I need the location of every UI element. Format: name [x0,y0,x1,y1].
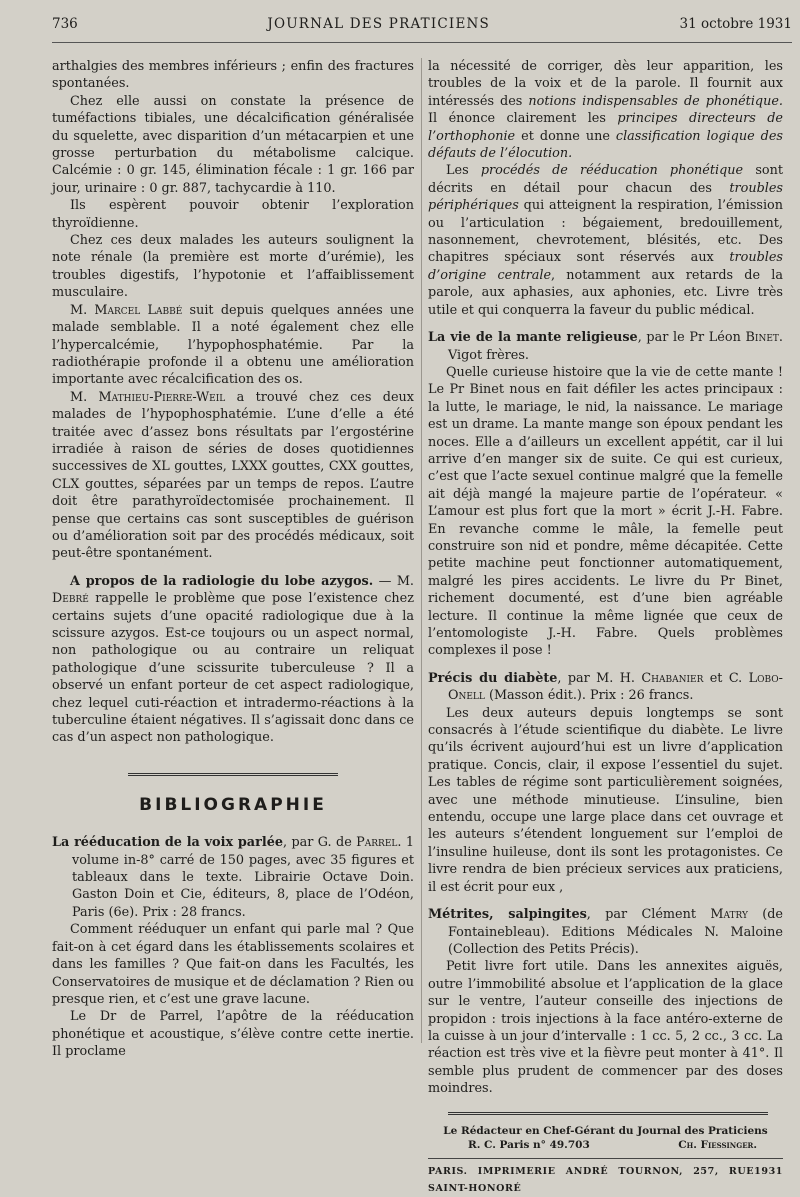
paragraph: arthalgies des membres inférieurs ; enfin des fractures spontanées. [52,59,414,92]
book-entry-header: La vie de la mante religieuse, par le Pr Léon Binet. Vigot frères. [428,330,783,363]
section-heading: A propos de la radiologie du lobe azygos. [70,573,374,589]
paragraph: la nécessité de corriger, dès leur apparition, les troubles de la voix et de la parole. Il fournit aux intéressés des notions indispensables de phonétique. Il énonce clairement les principes directeurs de l’orthophonie et donne une classification logique des défauts de l’élocution. [428,59,784,162]
book-entry-header: Métrites, salpingites, par Clément Matry (de Fontainebleau). Editions Médicales N. Maloine (Collection des Petits Précis). [428,907,783,957]
bibliography-heading: BIBLIOGRAPHIE [139,794,327,815]
author-name: Binet [745,330,779,346]
column-divider [421,58,422,1043]
editor-name: Ch. Fiessinger. [678,1138,757,1151]
paragraph: Les procédés de rééducation phonétique sont décrits en détail pour chacun des troubles périphériques qui atteignent la respiration, l’émission ou l’articulation : bégaiement, bredouillement, nasonnement, chevrotement, blésités, etc. Des chapitres spéciaux sont réservés aux troubles d’origine centrale, notamment aux retards de la parole, aux aphasies, aux aphonies, etc. Livre très utile et qui conquerra la faveur du public médical. [428,163,783,318]
author-name: M. Debré [52,573,414,607]
printer-line: PARIS. IMPRIMERIE ANDRÉ TOURNON, 257, RUE SAINT-HONORÉ 1931 [428,1158,783,1197]
paragraph-weil: M. Mathieu-Pierre-Weil a trouvé chez ces deux malades de l’hypophosphatémie. L’une d’elle a été traitée avec d’assez bons résultats par l’ergostérine irradiée à raison de séries de doses quotidiennes successives de XL gouttes, LXXX gouttes, CXX gouttes, CLX gouttes, séparées par un temps de repos. L’autre doit être parathyroïdectomisée prochainement. Il pense que certains cas sont susceptibles de guérison ou d’amélioration soit par des procédés médicaux, soit peut-être spontanément. [52,389,414,562]
book-entry-header: Précis du diabète, par M. H. Chabanier et C. Lobo-Onell (Masson édit.). Prix : 26 francs. [428,670,783,704]
book-title: Métrites, salpingites [428,907,587,923]
right-column [428,58,783,1197]
author-name: M. Mathieu-Pierre-Weil [70,389,226,405]
book-title: Précis du diabète [428,670,558,686]
author-name: Chabanier [641,670,704,686]
editor-imprint: Le Rédacteur en Chef-Gérant du Journal des Praticiens R. C. Paris n° 49.703 Ch. Fiessinger. [443,1124,768,1151]
running-header [52,16,792,43]
author-name: Lobo-Onell [448,670,783,704]
page-number: 736 [52,16,78,32]
paragraph: Quelle curieuse histoire que la vie de cette mante ! Le Pr Binet nous en fait défiler les actes principaux : la lutte, le mariage, le nid, la naissance. Le mariage est un drame. La mante mange son époux pendant les noces. Elle a d’ailleurs un excellent appétit, car il lui arrive d’en manger six de suite. Ce qui est curieux, c’est que l’acte sexuel continue malgré que la femelle ait déjà mangé la majeure partie de l’opérateur. « L’amour est plus fort que la mort » écrit J.-H. Fabre. En revanche comme le mâle, la femelle peut construire son nid et pondre, même décapitée. Cette petite machine peut fonctionner automatiquement, malgré les pires accidents. Le livre du Pr Binet, richement documenté, est d’une bien agréable lecture. Il continue la même lignée que ceux de l’entomologiste J.-H. Fabre. Quels problèmes complexes il pose ! [428,364,783,659]
double-rule [128,773,338,779]
author-name: M. Marcel Labbé [70,302,183,318]
paragraph-azygos: A propos de la radiologie du lobe azygos. — M. Debré rappelle le problème que pose l’existence chez certains sujets d’une opacité radiologique due à la scissure azygos. Est-ce toujours ou un aspect normal, non pathologique ou au contraire un reliquat pathologique d’une scissurite tuberculeuse ? Il a observé un enfant porteur de cet aspect radiologique, chez lequel cuti-réaction et intradermo-réactions à la tuberculine étaient négatives. Il s’agissait donc dans ce cas d’un aspect non pathologique. [52,573,414,746]
book-title: La vie de la mante religieuse [428,330,638,346]
issue-date: 31 octobre 1931 [679,16,792,32]
paragraph: Chez ces deux malades les auteurs soulignent la note rénale (la première est morte d’urémie), les troubles digestifs, l’hypotonie et l’affaiblissement musculaire. [52,233,414,301]
paragraph: Comment rééduquer un enfant qui parle mal ? Que fait-on à cet égard dans les établissements scolaires et dans les familles ? Que fait-on dans les Facultés, les Conservatoires de musique et de déclamation ? Rien ou presque rien, et c’est une grave lacune. [52,922,414,1007]
paragraph: Petit livre fort utile. Dans les annexites aiguës, outre l’immobilité absolue et l’application de la glace sur le ventre, l’auteur conseille des injections de propidon : trois injections à la face antéro-externe de la cuisse à un jour d’intervalle : 1 cc. 5, 2 cc., 3 cc. La réaction est très vive et la fièvre peut monter à 41°. Il semble plus prudent de commencer par des doses moindres. [428,959,783,1097]
paragraph-labbe: M. Marcel Labbé suit depuis quelques années une malade semblable. Il a noté également chez elle l’hypercalcémie, l’hypophosphatémie. Par la radiothérapie profonde il a obtenu une amélioration importante avec récalcification des os. [52,302,414,388]
author-name: Parrel [356,835,398,851]
paragraph: Ils espèrent pouvoir obtenir l’exploration thyroïdienne. [52,198,414,231]
paragraph: Chez elle aussi on constate la présence de tuméfactions tibiales, une décalcification généralisée du squelette, avec disparition d’un métacarpien et une grosse perturbation du métabolisme calcique. Calcémie : 0 gr. 145, élimination fécale : 1 gr. 166 par jour, urinaire : 0 gr. 887, tachycardie à 110. [52,93,414,196]
journal-title: JOURNAL DES PRATICIENS [267,16,490,32]
left-column [52,58,414,1061]
registry-number: R. C. Paris n° 49.703 [468,1138,590,1151]
paragraph: Les deux auteurs depuis longtemps se sont consacrés à l’étude scientifique du diabète. Le livre qu’ils écrivent aujourd’hui est un livre d’application pratique. Concis, clair, il expose l’essentiel du sujet. Les tables de régime sont particulièrement soignées, avec une méthode minutieuse. L’insuline, bien entendu, occupe une large place dans cet ouvrage et les auteurs s’étendent longuement sur l’emploi de l’insuline huileuse, dont ils sont les protagonistes. Ce livre rendra de bien précieux services aux praticiens, il est écrit pour eux , [428,705,783,895]
book-entry-header: La rééducation de la voix parlée, par G. de Parrel. 1 volume in-8° carré de 150 pages, avec 35 figures et tableaux dans le texte. Librairie Octave Doin. Gaston Doin et Cie, éditeurs, 8, place de l’Odéon, Paris (6e). Prix : 28 francs. [52,835,414,920]
author-name: Matry [710,907,748,923]
double-rule [448,1112,768,1118]
paragraph: Le Dr de Parrel, l’apôtre de la rééducation phonétique et acoustique, s’élève contre cette inertie. Il proclame [52,1009,414,1060]
book-title: La rééducation de la voix parlée [52,835,283,851]
